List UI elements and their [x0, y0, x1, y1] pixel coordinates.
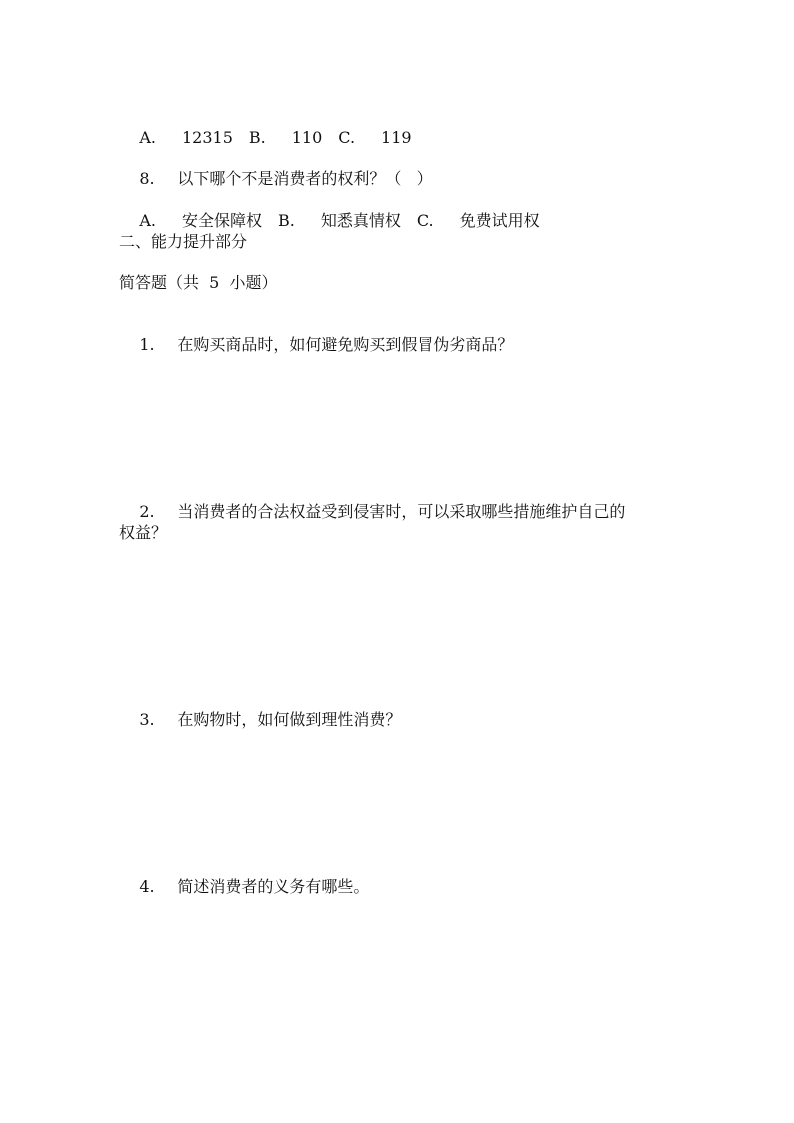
- question-2-number: 2.: [139, 502, 155, 521]
- q7-option-a-text: 12315: [181, 128, 233, 147]
- question-1-text: 在购买商品时，如何避免购买到假冒伪劣商品？: [177, 335, 514, 354]
- q8-text: 以下哪个不是消费者的权利？（ ）: [177, 169, 433, 188]
- question-4-number: 4.: [139, 877, 155, 896]
- q8-option-a-letter: A.: [139, 211, 156, 230]
- q8-number: 8.: [139, 169, 155, 188]
- question-4-text: 简述消费者的义务有哪些。: [177, 877, 370, 896]
- q8-option-b-letter: B.: [278, 211, 295, 230]
- question-2-text-line1: 当消费者的合法权益受到侵害时，可以采取哪些措施维护自己的: [177, 502, 626, 521]
- q8-option-b-text: 知悉真情权: [320, 211, 401, 230]
- q7-option-c-letter: C.: [338, 128, 356, 147]
- q7-option-a-letter: A.: [139, 128, 156, 147]
- q8-option-c-text: 免费试用权: [459, 211, 540, 230]
- short-answer-question-2: [119, 482, 626, 521]
- section-title: 二、能力提升部分: [119, 232, 248, 251]
- q8-question: [119, 149, 433, 188]
- question-3-text: 在购物时，如何做到理性消费？: [177, 710, 402, 729]
- question-1-number: 1.: [139, 335, 155, 354]
- short-answer-question-1: [119, 315, 514, 354]
- q7-option-c-text: 119: [381, 128, 412, 147]
- q7-option-b-text: 110: [291, 128, 323, 147]
- q7-options: [119, 108, 412, 147]
- question-3-number: 3.: [139, 710, 155, 729]
- q8-option-c-letter: C.: [416, 211, 434, 230]
- question-2-text-line2: 权益？: [119, 523, 168, 542]
- short-answer-question-4: [119, 857, 370, 896]
- subsection-title: 简答题（共 5 小题）: [119, 273, 278, 292]
- q8-option-a-text: 安全保障权: [181, 211, 262, 230]
- short-answer-question-3: [119, 690, 402, 729]
- q8-options: [119, 191, 540, 230]
- q7-option-b-letter: B.: [248, 128, 266, 147]
